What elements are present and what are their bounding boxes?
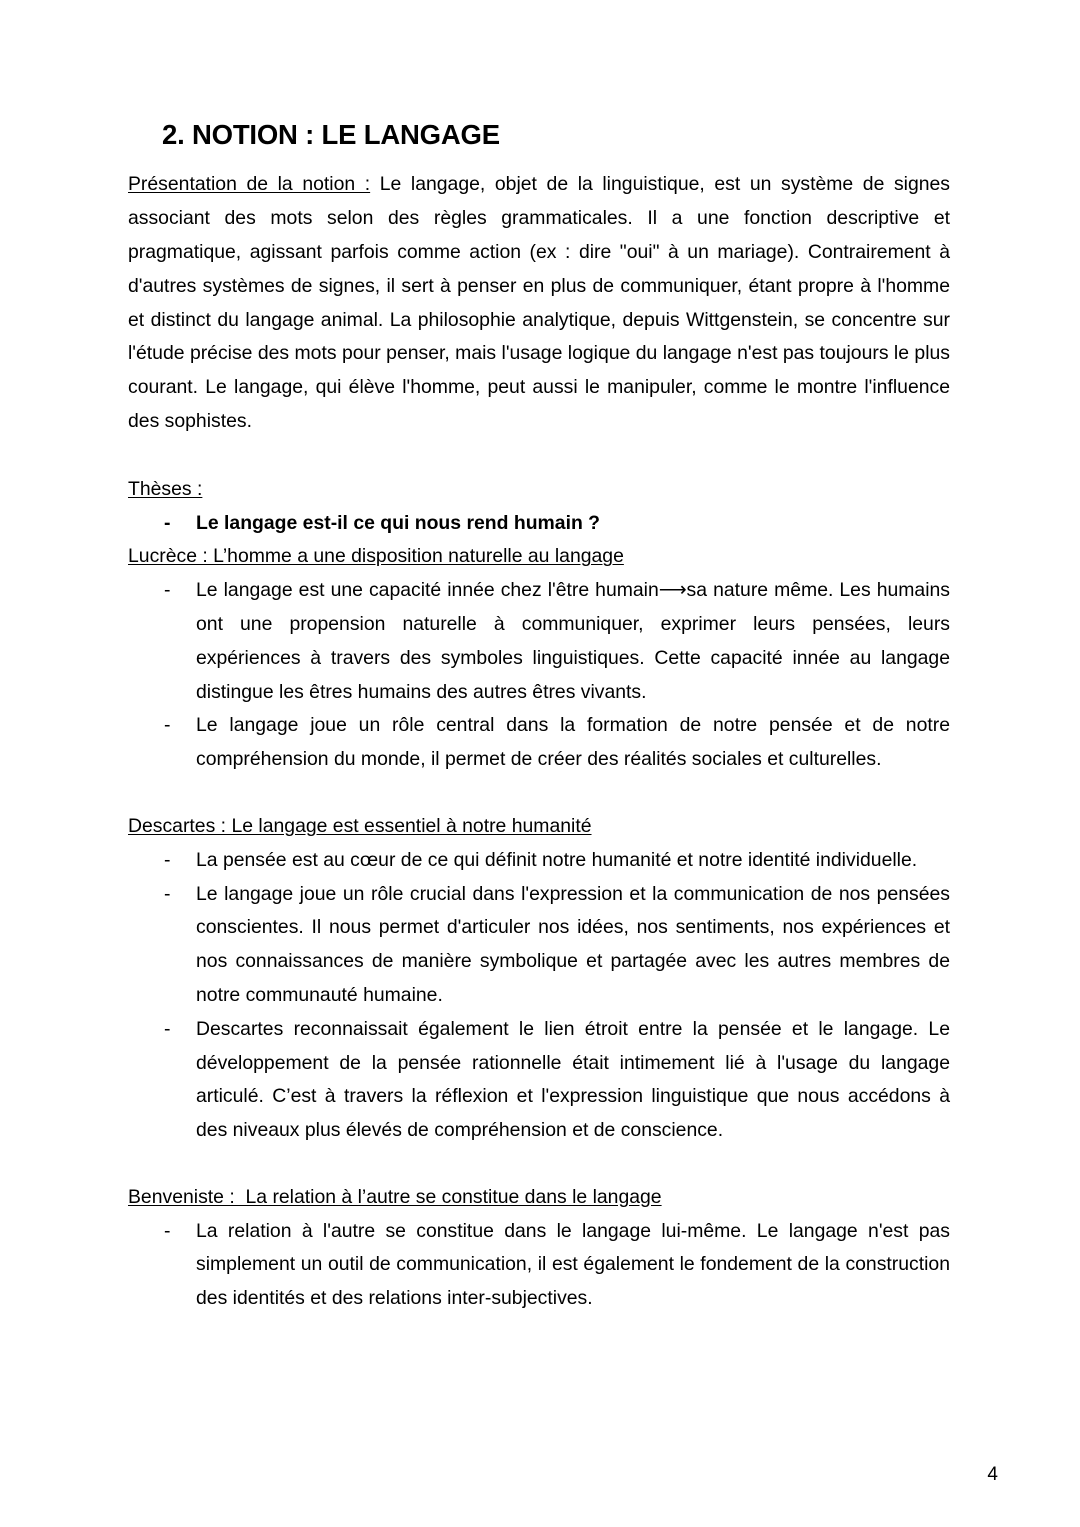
presentation-label: Présentation de la notion : xyxy=(128,173,371,196)
presentation-paragraph xyxy=(128,168,950,438)
section-heading-lucrece: Lucrèce : L’homme a une disposition naturelle au langage xyxy=(128,545,624,568)
list-item: - La relation à l'autre se constitue dans le langage lui-même. Le langage n'est pas simplement un outil de communication, il est également le fondement de la construction des identités et des relations inter-subjectives. xyxy=(128,1215,950,1316)
section-bullets-descartes xyxy=(128,844,950,1148)
spacer xyxy=(128,439,950,473)
theses-question-list xyxy=(128,507,950,541)
presentation-body: Le langage, objet de la linguistique, est un système de signes associant des mots selon des règles grammaticales. Il a une fonction descriptive et pragmatique, agissant parfois comme action (ex : dire "oui" à un mariage). Contrairement à d'autres systèmes de signes, il sert à penser en plus de communiquer, étant propre à l'homme et distinct du langage animal. La philosophie analytique, depuis Wittgenstein, se concentre sur l'étude précise des mots pour penser, mais l'usage logique du langage n'est pas toujours le plus courant. Le langage, qui élève l'homme, peut aussi le manipuler, comme le montre l'influence des sophistes. xyxy=(128,173,951,432)
theses-label: Thèses : xyxy=(128,477,203,500)
page-number: 4 xyxy=(987,1464,998,1485)
list-item: - Le langage est une capacité innée chez l'être humain⟶sa nature même. Les humains ont une propension naturelle à communiquer, exprimer leurs pensées, leurs expériences à travers des symboles linguistiques. Cette capacité innée au langage distingue les êtres humains des autres êtres vivants. xyxy=(128,574,950,709)
spacer xyxy=(128,1148,950,1181)
section-heading-lucrece-line xyxy=(128,540,950,574)
list-item: - La pensée est au cœur de ce qui définit notre humanité et notre identité individuelle. xyxy=(128,844,950,878)
list-item: - Le langage joue un rôle central dans la formation de notre pensée et de notre compréhension du monde, il permet de créer des réalités sociales et culturelles. xyxy=(128,709,950,777)
spacer xyxy=(128,777,950,810)
page-title: 2. NOTION : LE LANGAGE xyxy=(162,119,500,150)
section-heading-descartes-line xyxy=(128,810,950,844)
document-content xyxy=(128,118,950,1316)
list-item: - Le langage est-il ce qui nous rend humain ? xyxy=(128,507,950,541)
section-heading-benveniste: Benveniste : La relation à l’autre se constitue dans le langage xyxy=(128,1185,662,1208)
section-bullets-benveniste xyxy=(128,1215,950,1316)
list-item: - Le langage joue un rôle crucial dans l'expression et la communication de nos pensées conscientes. Il nous permet d'articuler nos idées, nos sentiments, nos expériences et nos connaissances de manière symbolique et partagée avec les autres membres de notre communauté humaine. xyxy=(128,878,950,1013)
section-heading-descartes: Descartes : Le langage est essentiel à notre humanité xyxy=(128,814,592,837)
section-heading-benveniste-line xyxy=(128,1181,950,1215)
section-bullets-lucrece xyxy=(128,574,950,777)
theses-label-line xyxy=(128,473,950,507)
list-item: - Descartes reconnaissait également le lien étroit entre la pensée et le langage. Le développement de la pensée rationnelle était intimement lié à l'usage du langage articulé. C’est à travers la réflexion et l'expression linguistique que nous accédons à des niveaux plus élevés de compréhension et de conscience. xyxy=(128,1013,950,1148)
